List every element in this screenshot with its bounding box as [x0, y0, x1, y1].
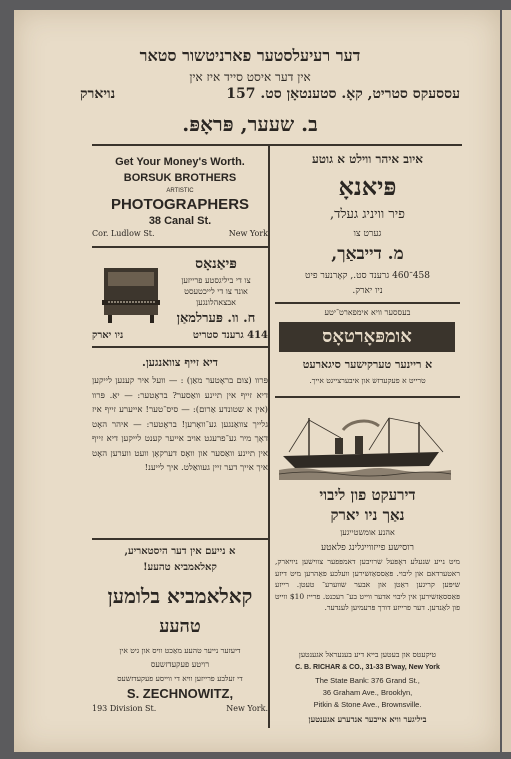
ship-agent4: Pitkin & Stone Ave., Brownsville. [313, 700, 422, 709]
columbia-desc2: רויטע פעקעדזשעס [150, 660, 210, 669]
pianos-dealer: ח. וו. פּערלמאַן [176, 311, 256, 326]
piano-ad-goto: גערט צו [353, 229, 382, 239]
pianos-line2: אונד צו די לייכטעסט [184, 287, 248, 296]
ship-sub: נאַך ניו יארק [330, 506, 405, 524]
header-subtitle: אין דער איסט סייד איז אין [189, 70, 311, 84]
borsuk-corner-line [92, 229, 268, 238]
pianos-title: פּיאַנאָס [195, 256, 237, 272]
ship-agent3: 36 Graham Ave., Brooklyn, [322, 688, 413, 697]
piano-ad-title: פּיאנאָ [338, 172, 397, 201]
dialogue-title: דיא זייף צוואנגען. [142, 356, 218, 369]
borsuk-city: New York [228, 229, 268, 238]
pianos-address: 414 גרענד סטריט [192, 330, 268, 341]
pianos-line3: אבצאהלונגען [196, 298, 236, 307]
piano-ad-city: ניו יארק. [352, 286, 383, 296]
ship-line2: רוסישע פייזווייגלינג פלאטע [321, 543, 414, 553]
cigarette-top: בעססער וויא אימפארט־יטע [324, 308, 411, 317]
columbia-brand: קאלאמביא בלומען [107, 584, 253, 608]
header-city: נויארק [80, 86, 116, 102]
ship-body: מיט נייע שנעלע דאָפּעל שרויבען דאמפּפער צווישען ניויארק, ראטערדאם און ליבוי. פּאַססאַזשירען וועלכע פאַהרען מיט דיזע שיפּען קריגען ראַטן און אבער שווערע־ טעטן. רייזע פּאַססאַזשירען אין ליבוי אדער ווייט בע־ רעכנט. פרייז $10 ווייט פון לאַנדען. דער פרייזע דורך פּרעמיען לענדער. [275, 557, 460, 612]
cigarette-banner: אומפּאָרטאָס [279, 322, 455, 352]
header-address-line [80, 86, 460, 103]
borsuk-address: 38 Canal St. [148, 215, 212, 227]
piano-ad-divider [275, 302, 460, 304]
borsuk-profession: PHOTOGRAPHERS [110, 196, 250, 213]
cigarette-divider [275, 396, 460, 398]
piano-ad-headline: איוב איהר ווילט א גוטע [312, 152, 423, 166]
cigarette-line1: א ריינער טערקישער סיגארעט [302, 358, 433, 371]
columbia-product: טהעע [159, 616, 201, 637]
cigarette-line2: טרייט א פעקעדזש און איבערצייגט אייך. [309, 376, 426, 385]
pianos-city: ניו יארק [92, 330, 124, 341]
ship-line1: אהנע אומשטייגען [340, 528, 395, 537]
columbia-address: 193 Division St. [92, 704, 157, 713]
pianos-divider [92, 346, 268, 348]
borsuk-divider [92, 246, 268, 248]
ship-agent1: C. B. RICHAR & CO., 31-33 B'way, New York [295, 664, 440, 671]
piano-ad-subtitle: פיר וויניג געלד, [330, 207, 405, 222]
columbia-line2: קאלאמביא טהעע! [143, 562, 217, 573]
header-title: דער רעיעלסטער פארניטשור סטאר [139, 46, 361, 65]
adjacent-page-edge [502, 10, 511, 752]
steamship-illustration [279, 412, 451, 480]
dialogue-text: פּרוו (צום בראָטער מאַן) : — וועל איר קענען לייקען דיא זייף אין תיינע וואַסער? בראָטער: — יאַ. פּרוו (אין א שטונדע אַרום): — סיס־טער! אייערע זייף איז גלייך צוואַנגען גע־וואָרען! בראָטער: — איהר האָט דאָך מיר גע־פרעגט אויב אייער קענט לייקען דיא זייף אין תיינע וואַסער און וואָס דערקאָן וועט ווערען האָט איך אייך דער זיין געוואַלט. איך לייענ! [92, 376, 268, 473]
header-address: עססעקס סטריט, קאָ. סטענטאָן סט. 157 [226, 86, 460, 102]
piano-ad-address: 458־460 גרענד סט., קאָרנער פיט [305, 271, 430, 281]
header-divider [92, 144, 462, 146]
borsuk-corner: Cor. Ludlow St. [92, 229, 155, 238]
dialogue-divider [92, 538, 268, 540]
ship-agents: טיקעטס און בעטען בייא דיע בענעראל אגענטען [298, 650, 437, 659]
columbia-address-line [92, 704, 268, 713]
ship-footer: ביליגער וויא אייבער אנדערע אגענטען [308, 714, 427, 724]
header-owner: ב. שעער, פּראָפּ. [182, 112, 318, 136]
borsuk-artistic: ARTISTIC [166, 188, 194, 194]
ship-headline: דירעקט פון ליבוי [319, 486, 416, 504]
columbia-city: New York. [226, 704, 268, 713]
borsuk-name: BORSUK BROTHERS [123, 172, 237, 184]
column-divider [268, 146, 270, 728]
columbia-desc3: די זעלבע פרייזען וויא די ווייסע פעקעדזשעס [117, 674, 243, 683]
columbia-dealer: S. ZECHNOWITZ, [126, 686, 234, 701]
piano-illustration [100, 262, 162, 324]
pianos-address-line [92, 330, 268, 341]
ship-agent2: The State Bank: 376 Grand St., [315, 676, 420, 685]
columbia-desc1: דיעזער נייער טהעע מאַכט וויס און גיט אין [119, 646, 241, 655]
columbia-line1: א נייעם אין דער היסטאריע, [124, 546, 236, 557]
borsuk-slogan: Get Your Money's Worth. [115, 156, 245, 168]
pianos-line1: צו די ביליגסטע פרייזען [181, 276, 251, 285]
piano-ad-dealer: מ. דייבאַך, [331, 244, 404, 264]
